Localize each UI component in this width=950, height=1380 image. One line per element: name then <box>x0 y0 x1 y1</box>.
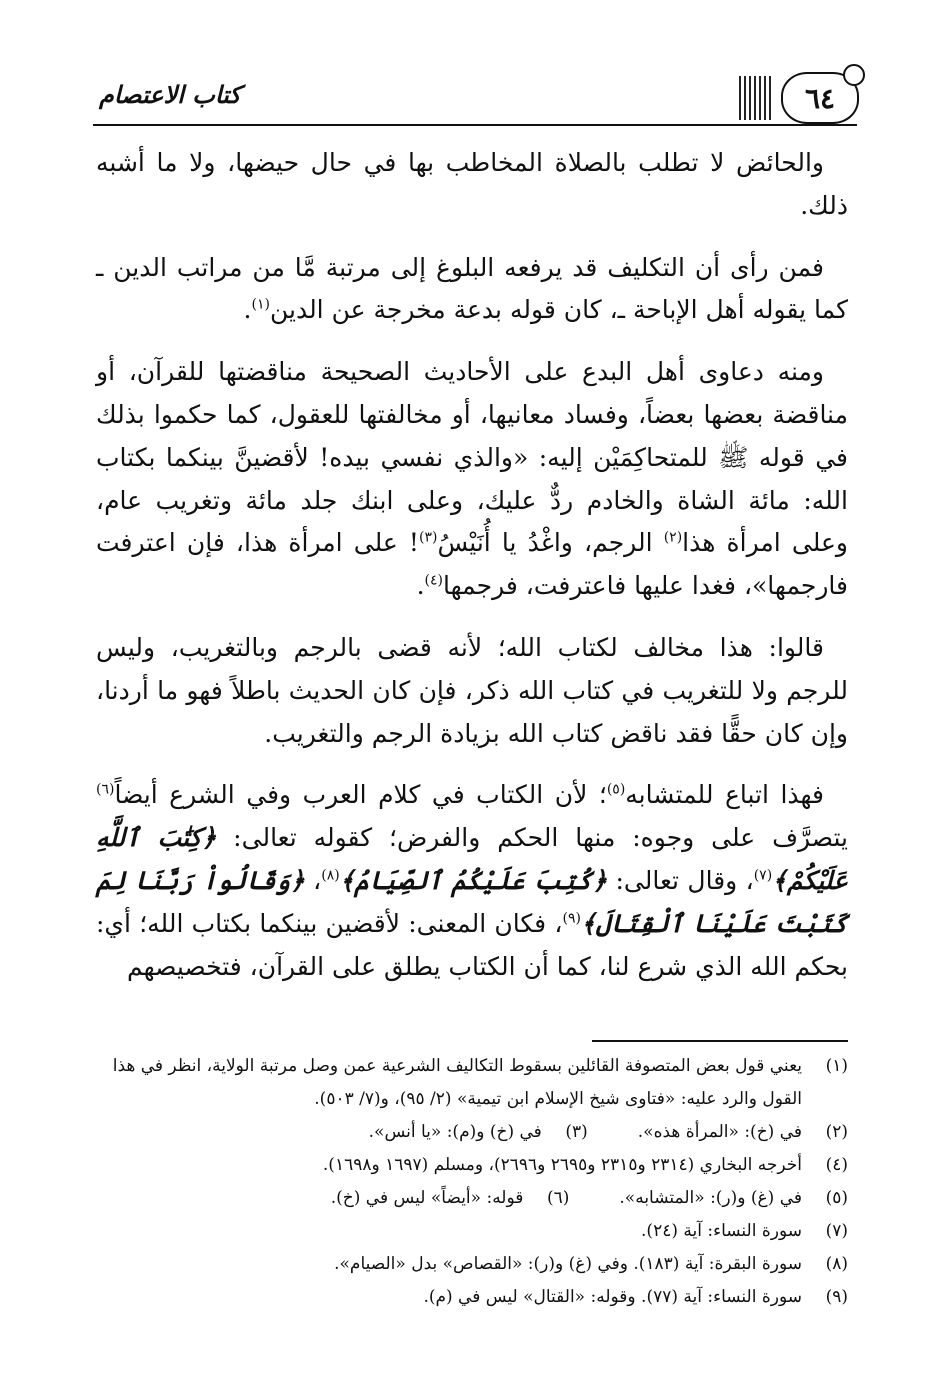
footnote-text: في (خ): «المرأة هذه». <box>637 1122 802 1142</box>
footnote <box>96 1149 848 1182</box>
footnote-number: (٨) <box>825 1254 848 1274</box>
text-segment: فهذا اتباع للمتشابه <box>625 780 824 810</box>
footnote-text: في (خ) و(م): «يا أنس». <box>368 1122 542 1142</box>
quran-quote: ﴿كِتَٰبَ ٱللَّهِ عَلَيْكُمْ﴾ <box>96 823 849 895</box>
paragraph <box>96 774 848 988</box>
header-rule <box>93 124 857 126</box>
footnote <box>96 1215 848 1248</box>
footnote-text: سورة النساء: آية (٢٤). <box>641 1221 802 1241</box>
page-header <box>93 66 857 126</box>
footnote-ref: (٦) <box>96 782 115 799</box>
footnote-number: (٢) <box>825 1122 848 1142</box>
footnote-number: (١) <box>825 1056 848 1076</box>
text-segment: ، <box>304 865 322 895</box>
footnote <box>96 1050 848 1116</box>
footnote-ref: (٧) <box>753 867 773 884</box>
footnote-text: سورة النساء: آية (٧٧). وقوله: «القتال» ليس في (م). <box>423 1287 802 1307</box>
paragraph <box>96 247 848 333</box>
page-number: ٦٤ <box>804 81 836 115</box>
footnote-number: (٣) <box>565 1122 588 1142</box>
text-segment: ، فكان المعنى: لأقضين بينكما بكتاب الله؛ أي: بحكم الله الذي شرع لنا، كما أن الكتاب يطلق على القرآن، فتخصيصهم <box>96 908 848 981</box>
footnote-text: أخرجه البخاري (٢٣١٤ و٢٣١٥ و٢٦٩٥ و٢٦٩٦)، ومسلم (١٦٩٧ و١٦٩٨). <box>322 1155 802 1175</box>
footnote-ref: (٩) <box>562 910 581 927</box>
footnote-ref: (٤) <box>424 572 444 589</box>
footnote-number: (٧) <box>825 1221 848 1241</box>
footnote-number: (٤) <box>825 1155 848 1175</box>
text-segment: ومنه دعاوى أهل البدع على الأحاديث الصحيحة مناقضتها للقرآن، أو مناقضة بعضها بعضاً، وفساد معانيها، أو مخالفتها للعقول، كما حكموا بذلك في قوله ﷺ للمتحاكِمَيْن إليه: «والذي نفسي بيده! لأقضينَّ بينكما بكتاب الله: مائة الشاة والخادم ردٌّ عليك، وعلى ابنك جلد مائة وتغريب عام، وعلى امرأة هذا <box>96 357 848 558</box>
footnote-text: قوله: «أيضاً» ليس في (خ). <box>330 1188 524 1208</box>
footnote <box>96 1182 848 1215</box>
text-segment: فمن رأى أن التكليف قد يرفعه البلوغ إلى مرتبة مَّا من مراتب الدين ـ كما يقوله أهل الإباحة ـ، كان قوله بدعة مخرجة عن الدين <box>96 252 848 325</box>
ornament-curl-icon <box>843 64 865 86</box>
footnote-number: (٩) <box>825 1287 848 1307</box>
footnote-number: (٦) <box>546 1188 570 1208</box>
book-title: كتاب الاعتصام <box>99 80 241 109</box>
text-segment: ! على امرأة هذا، فإن اعترفت فارجمها»، فغدا عليها فاعترفت، فرجمها <box>96 528 848 601</box>
text-segment: ؛ لأن الكتاب في كلام العرب وفي الشرع أيضاً <box>114 780 607 810</box>
footnote-ref: (٨) <box>321 867 340 884</box>
footnote-ref: (٢) <box>663 530 683 547</box>
text-segment: ، وقال تعالى: <box>607 865 754 895</box>
text-segment: قالوا: هذا مخالف لكتاب الله؛ لأنه قضى بالرجم وبالتغريب، وليس للرجم ولا للتغريب في كتاب الله ذكر، فإن كان الحديث باطلاً فهو ما أردنا، وإن كان حقًّا فقد ناقض كتاب الله بزيادة الرجم والتغريب. <box>96 632 848 748</box>
footnote-ref: (٥) <box>606 782 626 799</box>
text-segment: يتصرَّف على وجوه: منها الحكم والفرض؛ كقوله تعالى: <box>216 823 848 853</box>
quran-quote: ﴿كُتِبَ عَلَيْكُمُ ٱلصِّيَامُ﴾ <box>339 865 608 895</box>
text-segment: . <box>243 295 252 325</box>
footnote-ref: (١) <box>251 297 270 314</box>
footnote-number: (٥) <box>825 1188 848 1208</box>
footnote-text: في (غ) و(ر): «المتشابه». <box>619 1188 802 1208</box>
footnote <box>96 1116 848 1149</box>
page-number-badge <box>781 72 859 124</box>
text-segment: . <box>416 571 425 601</box>
footnote-ref: (٣) <box>418 530 438 547</box>
footnote-text: يعني قول بعض المتصوفة القائلين بسقوط التكاليف الشرعية عمن وصل مرتبة الولاية، انظر في هذا القول والرد عليه: «فتاوى شيخ الإسلام ابن تيمية» (٢/ ٩٥)، و(٧/ ٥٠٣). <box>112 1056 802 1109</box>
footnote-separator <box>592 1040 848 1042</box>
footnote-text: سورة البقرة: آية (١٨٣). وفي (غ) و(ر): «القصاص» بدل «الصيام». <box>334 1254 802 1274</box>
footnote <box>96 1248 848 1281</box>
paragraph <box>96 351 848 608</box>
paragraph <box>96 142 848 228</box>
paragraph <box>96 627 848 755</box>
text-segment: والحائض لا تطلب بالصلاة المخاطب بها في حال حيضها، ولا ما أشبه ذلك. <box>96 148 848 220</box>
main-text <box>96 142 848 1007</box>
footnote <box>96 1281 848 1314</box>
text-segment: الرجم، واغْدُ يا أُنَيْسُ <box>437 528 664 558</box>
footnotes <box>96 1050 848 1314</box>
quran-quote: ﴿وَقَالُواْ رَبَّنَا لِمَ كَتَبْتَ عَلَيْنَا ٱلْقِتَالَ﴾ <box>96 865 848 938</box>
header-ornament-lines <box>739 76 773 120</box>
